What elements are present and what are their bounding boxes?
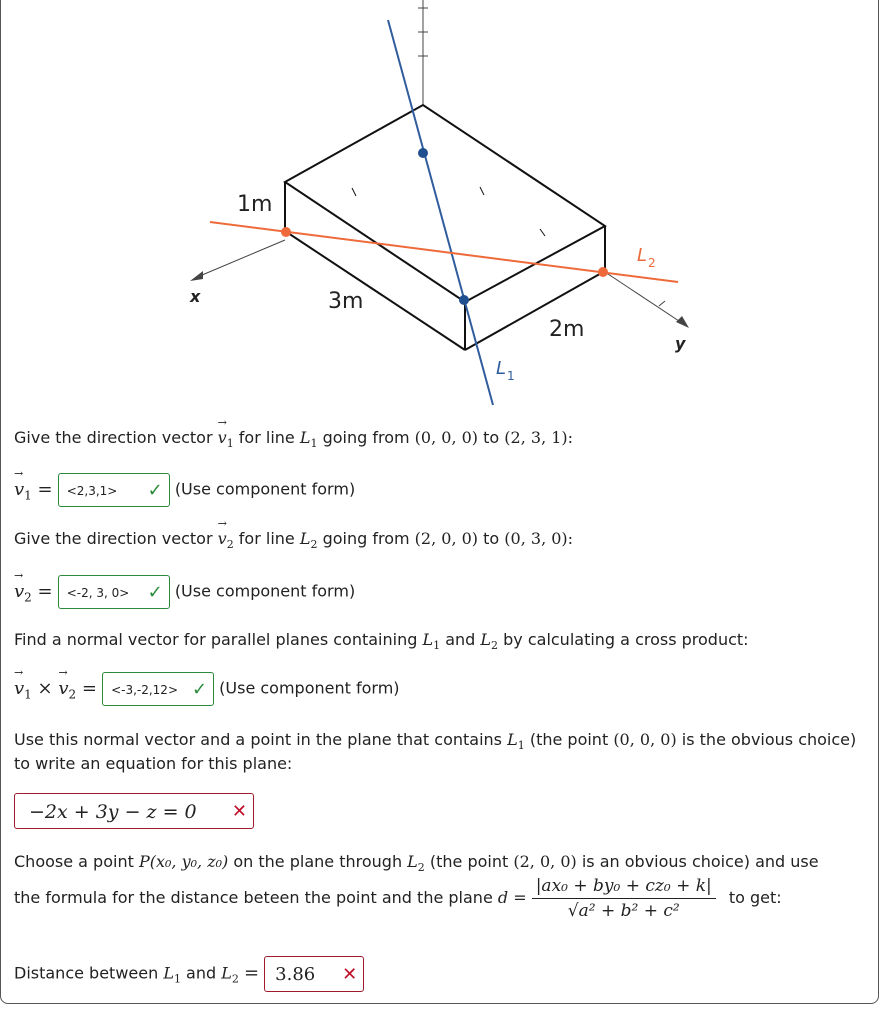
q4-answer-row bbox=[14, 793, 254, 829]
L1-point-bottom bbox=[459, 295, 469, 305]
correct-check-icon: ✓ bbox=[147, 480, 163, 501]
v2-input[interactable]: <-2, 3, 0> ✓ bbox=[58, 575, 170, 609]
correct-check-icon: ✓ bbox=[147, 582, 163, 603]
label-L2: L bbox=[637, 245, 648, 266]
incorrect-cross-icon: ✕ bbox=[342, 964, 358, 985]
L2-point-right bbox=[598, 267, 608, 277]
q5-formula-row: the formula for the distance beteen the point and the plane d = $\frac{\text{|ax₀ + by₀ + cz₀ + k|}}{\text{√a² + b² + c²}}$ to get: bbox=[14, 876, 782, 921]
q4-prompt-line2: to write an equation for this plane: bbox=[14, 754, 293, 773]
q5-prompt: Choose a point P(x₀, y₀, z₀) on the plane through $L_2$ (the point (2, 0, 0) is an obvious choice) and use bbox=[14, 852, 819, 875]
distance-formula: $\frac{\text{|ax₀ + by₀ + cz₀ + k|}}{\text{√a² + b² + c²}}$ bbox=[532, 876, 716, 921]
v1-input[interactable]: <2,3,1> ✓ bbox=[58, 473, 170, 507]
correct-check-icon: ✓ bbox=[191, 679, 208, 700]
hint-text: (Use component form) bbox=[174, 479, 356, 499]
label-x: x bbox=[190, 287, 201, 306]
label-L2-sub: 2 bbox=[648, 256, 656, 270]
incorrect-cross-icon: ✕ bbox=[231, 801, 247, 822]
label-y: y bbox=[675, 334, 686, 353]
figure bbox=[150, 0, 710, 410]
label-L1: L bbox=[496, 358, 507, 379]
plane-equation-input[interactable]: −2x + 3y − z = 0 ✕ bbox=[14, 793, 254, 829]
x-axis bbox=[195, 240, 285, 278]
distance-input[interactable]: 3.86 ✕ bbox=[264, 956, 364, 992]
L2-point-left bbox=[281, 227, 291, 237]
q4-prompt: Use this normal vector and a point in the plane that contains $L_1$ (the point (0, 0, 0) is the obvious choice) bbox=[14, 730, 857, 753]
label-1m: 1m bbox=[237, 192, 273, 217]
line-L1 bbox=[388, 20, 493, 405]
y-axis bbox=[605, 272, 685, 325]
q3-prompt: Find a normal vector for parallel planes containing $L_1$ and $L_2$ by calculating a cross product: bbox=[14, 630, 749, 653]
hint-text: (Use component form) bbox=[174, 581, 356, 601]
q1-prompt: Give the direction vector → $v_1$ for line $L_1$ going from (0, 0, 0) to (2, 3, 1): bbox=[14, 428, 573, 450]
cross-product-input[interactable]: <-3,-2,12> ✓ bbox=[102, 672, 214, 706]
L1-point-top bbox=[418, 148, 428, 158]
label-3m: 3m bbox=[328, 289, 364, 314]
box-diagram bbox=[150, 0, 710, 410]
label-2m: 2m bbox=[549, 317, 585, 342]
q5-answer-row: Distance between $L_1$ and $L_2 = 3.86$ ✕ bbox=[14, 956, 364, 992]
q1-answer-row: → $v_1 = <2,3,1>$ ✓ (Use component form) bbox=[14, 473, 355, 507]
q3-answer-row: → $v_1$ × → $v_2 = <-3,-2,12>$ ✓ (Use component form) bbox=[14, 672, 400, 706]
hint-text: (Use component form) bbox=[219, 678, 400, 698]
label-L1-sub: 1 bbox=[507, 369, 515, 383]
q2-prompt: Give the direction vector → $v_2$ for line $L_2$ going from (2, 0, 0) to (0, 3, 0): bbox=[14, 529, 573, 551]
q2-answer-row: → $v_2 = <-2$, 3, 0> ✓ (Use component form) bbox=[14, 575, 355, 609]
